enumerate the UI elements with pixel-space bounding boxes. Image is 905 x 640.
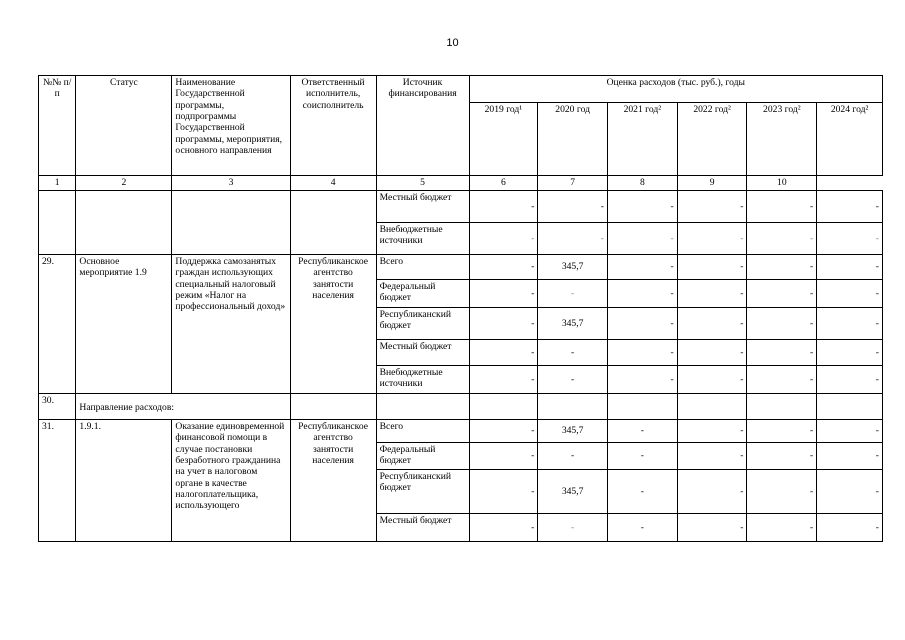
value-cell: - [538, 443, 608, 470]
value-cell: - [747, 340, 817, 366]
header-year: 2020 год [538, 103, 608, 176]
value-cell: - [469, 191, 538, 223]
value-cell: - [677, 470, 747, 514]
column-number: 5 [376, 176, 469, 191]
value-cell: - [469, 443, 538, 470]
value-cell: - [817, 514, 883, 542]
value-cell: - [677, 340, 747, 366]
source-cell: Местный бюджет [376, 191, 469, 223]
source-cell: Внебюджетные источники [376, 366, 469, 394]
value-cell: - [747, 308, 817, 340]
header-year: 2023 год² [747, 103, 817, 176]
value-cell: - [747, 420, 817, 443]
value-cell: - [608, 223, 678, 255]
empty-cell [76, 191, 172, 255]
header-source: Источник финансирования [376, 76, 469, 176]
header-estimate: Оценка расходов (тыс. руб.), годы [469, 76, 882, 103]
source-cell: Республиканский бюджет [376, 470, 469, 514]
value-cell: - [747, 443, 817, 470]
row-name: Поддержка самозанятых граждан использующих специальный налоговый режим «Налог на профессиональный доход» [172, 255, 290, 394]
value-cell: - [538, 366, 608, 394]
empty-cell [817, 394, 883, 420]
header-year: 2024 год² [817, 103, 883, 176]
column-numbers-row [39, 176, 883, 191]
value-cell: - [747, 255, 817, 280]
row-status: Основное мероприятие 1.9 [76, 255, 172, 394]
column-number: 7 [538, 176, 608, 191]
value-cell: - [538, 514, 608, 542]
value-cell: - [538, 340, 608, 366]
value-cell: - [608, 420, 678, 443]
row-name: Оказание единовременной финансовой помощи в случае постановки безработного гражданина на учет в налоговом органе в качестве налогоплательщика, использующего [172, 420, 290, 542]
value-cell: - [677, 308, 747, 340]
empty-cell [39, 191, 76, 255]
source-cell: Федеральный бюджет [376, 443, 469, 470]
source-cell: Всего [376, 420, 469, 443]
value-cell: 345,7 [538, 308, 608, 340]
empty-cell [376, 394, 469, 420]
column-number: 10 [747, 176, 817, 191]
empty-cell [172, 191, 290, 255]
header-name: Наименование Государственной программы, подпрограммы Государственной программы, мероприятия, основного направления [172, 76, 290, 176]
source-cell: Местный бюджет [376, 340, 469, 366]
page-number: 10 [446, 37, 459, 49]
row-number: 30. [39, 394, 76, 420]
header-year: 2022 год² [677, 103, 747, 176]
header-row [39, 76, 883, 103]
column-number: 2 [76, 176, 172, 191]
value-cell: - [469, 470, 538, 514]
empty-cell [290, 191, 376, 255]
empty-cell [290, 394, 376, 420]
value-cell: - [817, 223, 883, 255]
value-cell: - [747, 280, 817, 308]
value-cell: - [608, 470, 678, 514]
value-cell: - [817, 308, 883, 340]
value-cell: - [469, 223, 538, 255]
empty-cell [538, 394, 608, 420]
value-cell: - [538, 280, 608, 308]
table-row [39, 191, 883, 223]
row-status: 1.9.1. [76, 420, 172, 542]
value-cell: - [677, 255, 747, 280]
value-cell: - [817, 191, 883, 223]
header-year: 2019 год¹ [469, 103, 538, 176]
value-cell: - [817, 470, 883, 514]
header-year: 2021 год² [608, 103, 678, 176]
value-cell: - [817, 255, 883, 280]
value-cell: - [747, 191, 817, 223]
value-cell: 345,7 [538, 470, 608, 514]
header-status: Статус [76, 76, 172, 176]
value-cell: - [469, 280, 538, 308]
column-number: 6 [469, 176, 538, 191]
value-cell: - [608, 191, 678, 223]
value-cell: - [747, 366, 817, 394]
column-number: 3 [172, 176, 290, 191]
column-number: 9 [677, 176, 747, 191]
source-cell: Федеральный бюджет [376, 280, 469, 308]
value-cell: - [538, 191, 608, 223]
value-cell: - [817, 443, 883, 470]
column-number: 8 [608, 176, 678, 191]
table-row [39, 255, 883, 280]
value-cell: - [817, 366, 883, 394]
value-cell: - [469, 255, 538, 280]
row-number: 31. [39, 420, 76, 542]
value-cell: - [608, 255, 678, 280]
column-number: 1 [39, 176, 76, 191]
value-cell: - [817, 280, 883, 308]
column-number: 4 [290, 176, 376, 191]
value-cell: - [608, 443, 678, 470]
row-section-label: Направление расходов: [76, 394, 290, 420]
value-cell: - [538, 223, 608, 255]
value-cell: - [469, 308, 538, 340]
empty-cell [747, 394, 817, 420]
value-cell: - [608, 308, 678, 340]
value-cell: - [817, 340, 883, 366]
row-executor: Республиканское агентство занятости населения [290, 255, 376, 394]
value-cell: - [747, 223, 817, 255]
budget-table [38, 75, 883, 542]
value-cell: - [677, 420, 747, 443]
header-num: №№ п/п [39, 76, 76, 176]
header-executor: Ответственный исполнитель, соисполнитель [290, 76, 376, 176]
value-cell: - [677, 280, 747, 308]
value-cell: - [817, 420, 883, 443]
value-cell: - [469, 340, 538, 366]
value-cell: - [608, 280, 678, 308]
empty-cell [469, 394, 538, 420]
empty-cell [677, 394, 747, 420]
value-cell: - [608, 366, 678, 394]
empty-cell [608, 394, 678, 420]
value-cell: - [469, 420, 538, 443]
value-cell: 345,7 [538, 420, 608, 443]
value-cell: - [608, 340, 678, 366]
value-cell: - [677, 223, 747, 255]
source-cell: Внебюджетные источники [376, 223, 469, 255]
value-cell: - [677, 191, 747, 223]
value-cell: - [677, 366, 747, 394]
value-cell: - [608, 514, 678, 542]
value-cell: - [677, 443, 747, 470]
row-number: 29. [39, 255, 76, 394]
value-cell: - [747, 470, 817, 514]
value-cell: - [677, 514, 747, 542]
table-row [39, 394, 883, 420]
value-cell: - [747, 514, 817, 542]
source-cell: Всего [376, 255, 469, 280]
source-cell: Местный бюджет [376, 514, 469, 542]
source-cell: Республиканский бюджет [376, 308, 469, 340]
value-cell: - [469, 514, 538, 542]
table-row [39, 420, 883, 443]
value-cell: - [469, 366, 538, 394]
row-executor: Республиканское агентство занятости населения [290, 420, 376, 542]
value-cell: 345,7 [538, 255, 608, 280]
